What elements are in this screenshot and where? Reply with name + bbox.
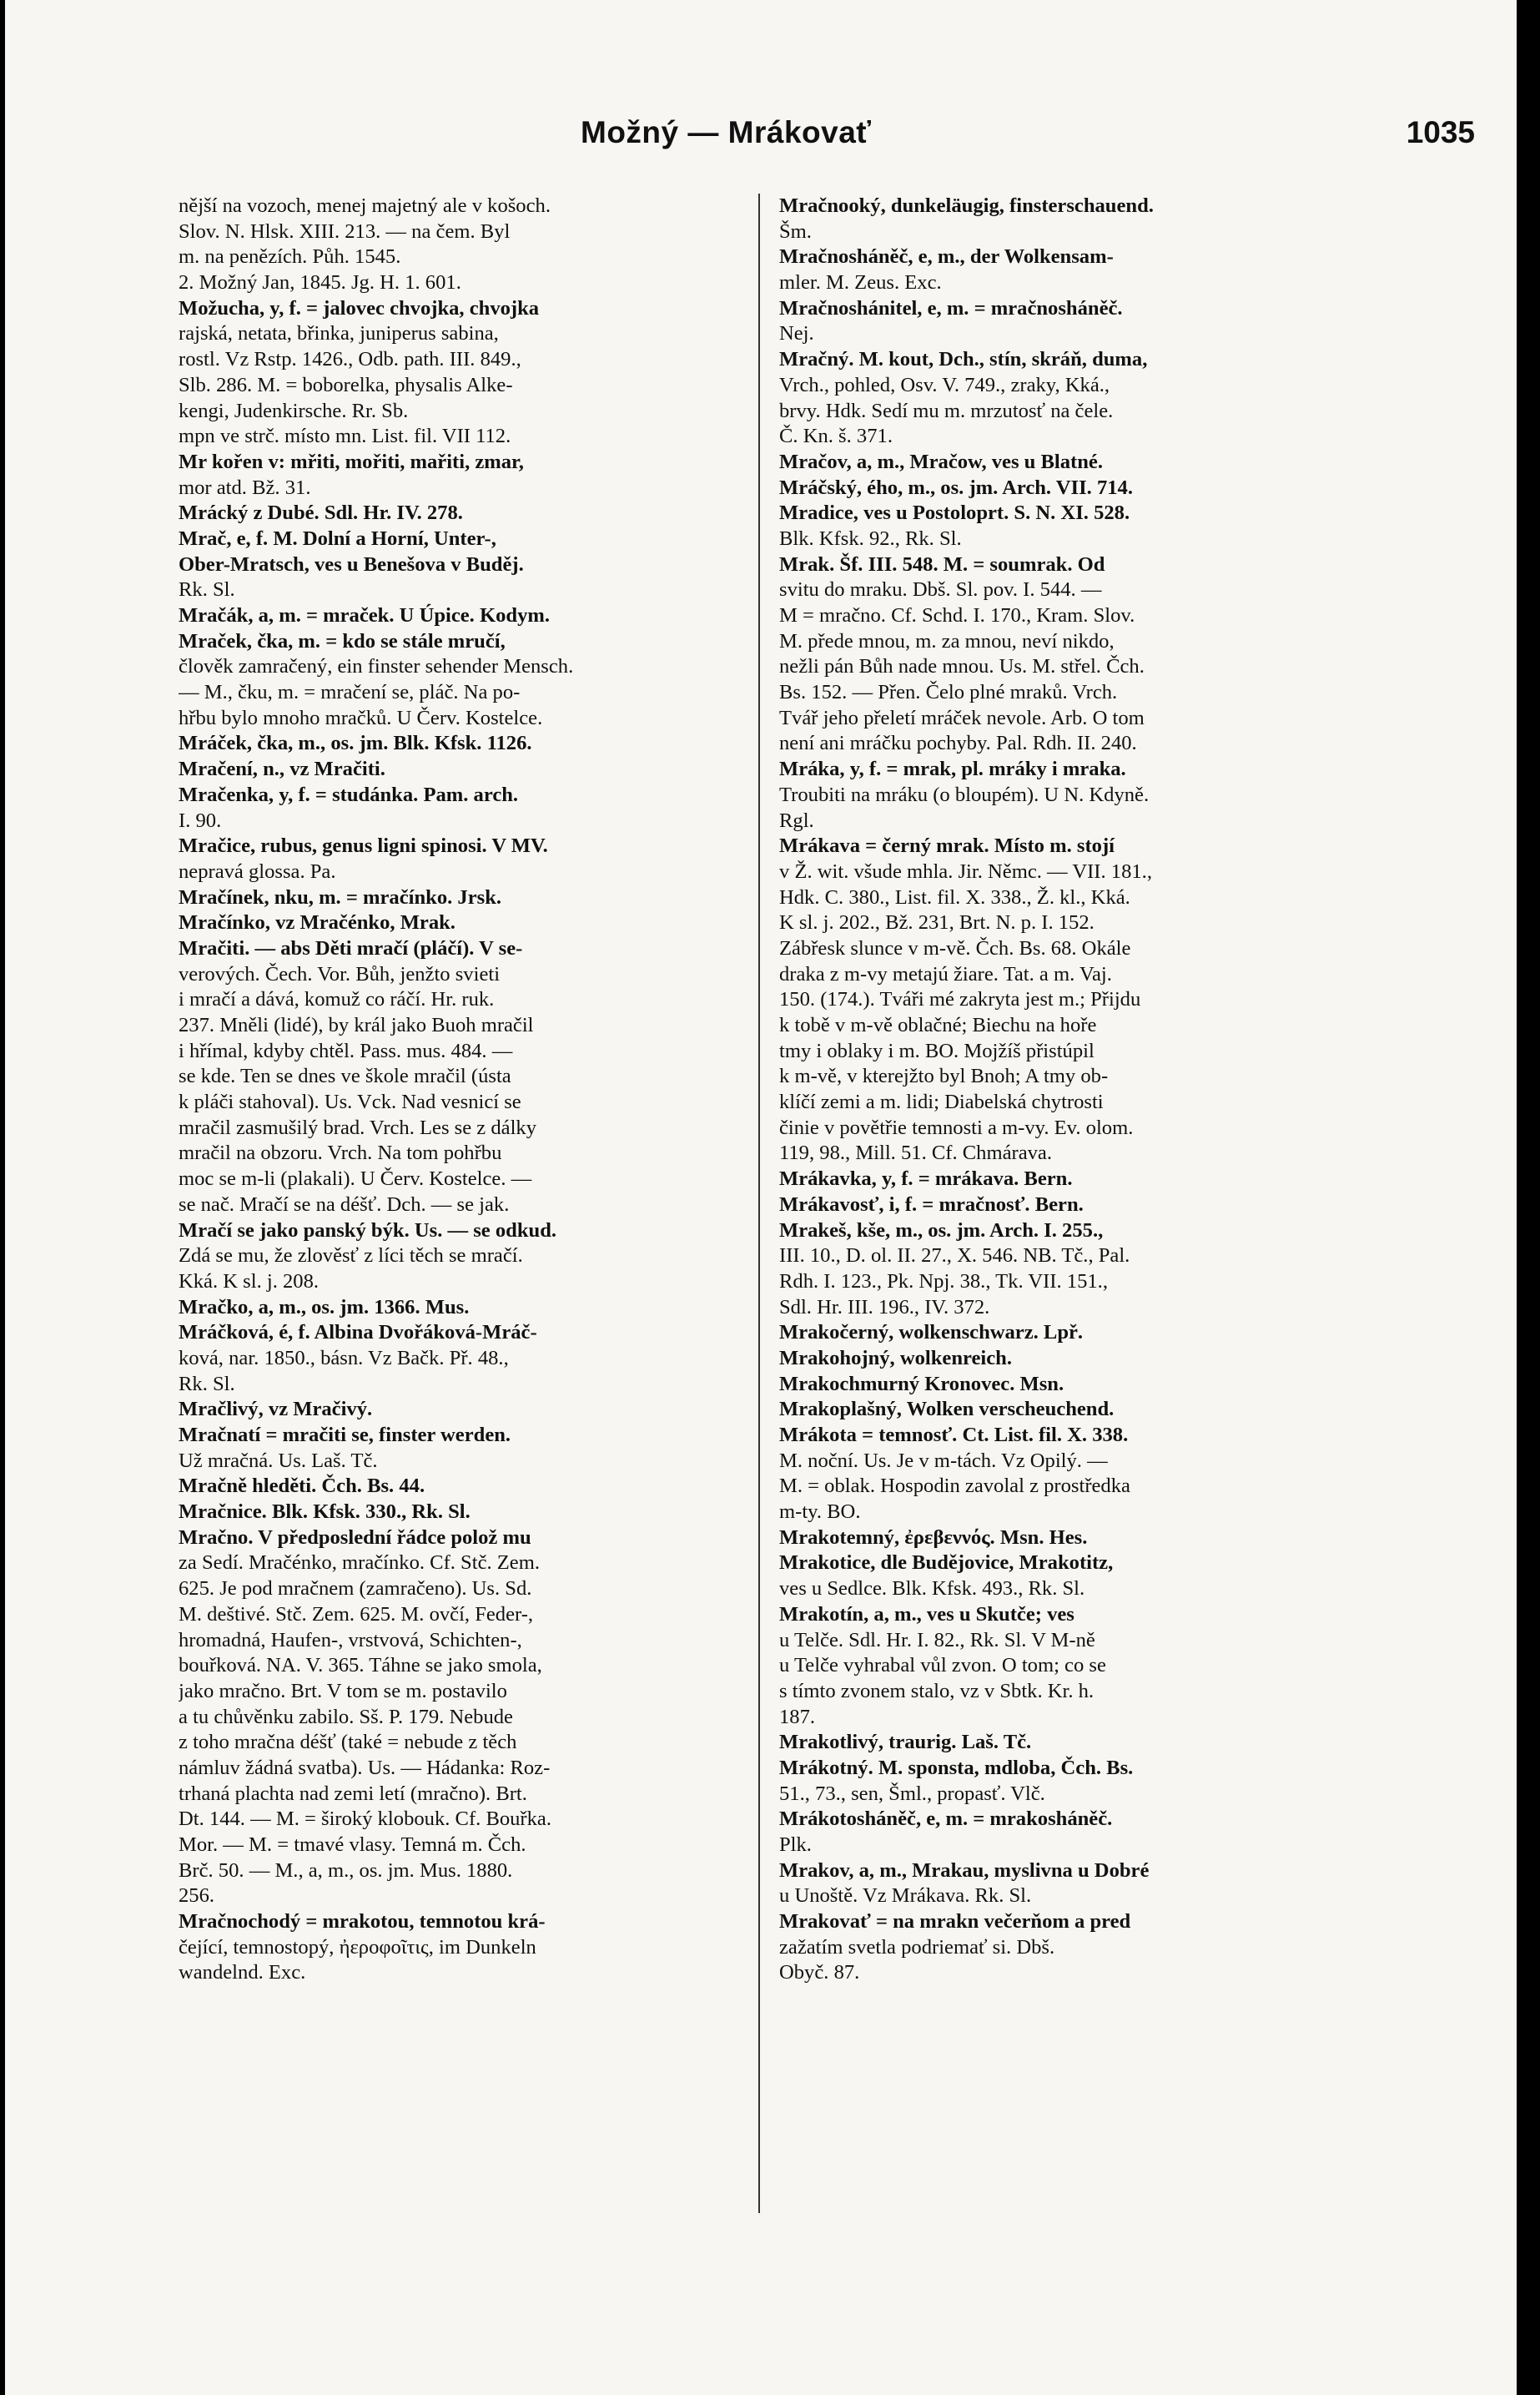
running-head: Možný — Mrákovať [581,115,872,149]
text-line: Mračínko, vz Mračénko, Mrak. [179,911,455,935]
text-line: svitu do mraku. Dbš. Sl. pov. I. 544. — [779,578,1102,602]
text-line: M. = oblak. Hospodin zavolal z prostředka [779,1475,1130,1498]
text-line: 119, 98., Mill. 51. Cf. Chmárava. [779,1142,1052,1165]
text-line: Mračnice. Blk. Kfsk. 330., Rk. Sl. [179,1500,471,1524]
text-line: Možucha, y, f. = jalovec chvojka, chvojka [179,296,540,320]
text-line: M. deštivé. Stč. Zem. 625. M. ovčí, Feder-, [179,1602,534,1626]
text-line: Mrákotosháněč, e, m. = mrakosháněč. [779,1808,1113,1831]
text-line: mračil na obzoru. Vrch. Na tom pohřbu [179,1142,502,1165]
text-line: Mrakoplašný, Wolken verscheuchend. [779,1398,1115,1421]
text-line: verových. Čech. Vor. Bůh, jenžto svieti [179,962,501,986]
text-line: Obyč. 87. [779,1961,860,1984]
text-line: Mrákavosť, i, f. = mračnosť. Bern. [779,1192,1084,1216]
text-line: I. 90. [179,809,222,832]
text-line: člověk zamračený, ein finster sehender Mensch. [179,655,574,678]
text-line: zažatím svetla podriemať si. Dbš. [779,1935,1055,1959]
text-line: Mračnosháněč, e, m., der Wolkensam- [779,245,1114,269]
page-number: 1035 [1406,115,1475,149]
text-line: Blk. Kfsk. 92., Rk. Sl. [779,527,962,550]
text-line: Mráka, y, f. = mrak, pl. mráky i mraka. [779,758,1126,781]
text-line: z toho mračna déšť (také = nebude z těch [179,1731,517,1754]
text-line: trhaná plachta nad zemi letí (mračno). Brt. [179,1782,527,1805]
text-line: Mrakeš, kše, m., os. jm. Arch. I. 255., [779,1218,1104,1242]
text-line: M. noční. Us. Je v m-tách. Vz Opilý. — [779,1449,1108,1472]
text-line: M. přede mnou, m. za mnou, neví nikdo, [779,629,1115,653]
text-line: Mračenka, y, f. = studánka. Pam. arch. [179,783,519,806]
text-line: Mračnochodý = mrakotou, temnotou krá- [179,1910,546,1934]
text-line: III. 10., D. ol. II. 27., X. 546. NB. Tč., Pal. [779,1244,1130,1268]
text-line: Mrakovať = na mrakn večerňom a pred [779,1910,1131,1934]
text-line: Dt. 144. — M. = široký klobouk. Cf. Bouřka. [179,1808,551,1831]
text-line: draka z m-vy metajú žiare. Tat. a m. Vaj. [779,962,1112,986]
text-line: Mrákota = temnosť. Ct. List. fil. X. 338. [779,1424,1129,1446]
text-line: klíčí zemi a m. lidi; Diabelská chytrosti [779,1091,1104,1114]
text-line: Rk. Sl. [179,1372,235,1395]
text-line: Mračí se jako panský býk. Us. — se odkud. [179,1218,557,1242]
text-line: Brč. 50. — M., a, m., os. jm. Mus. 1880. [179,1858,513,1882]
text-line: čející, temnostopý, ἠεροφοῖτις, im Dunkeln [179,1935,536,1959]
text-line: brvy. Hdk. Sedí mu m. mrzutosť na čele. [779,399,1114,422]
text-line: Mr kořen v: mřiti, mořiti, mařiti, zmar, [179,450,524,473]
text-line: Mračlivý, vz Mračivý. [179,1398,373,1421]
text-line: Mrakotlivý, traurig. Laš. Tč. [779,1731,1032,1754]
text-line: 256. [179,1884,215,1908]
text-line: Mráčský, ého, m., os. jm. Arch. VII. 714. [779,476,1134,499]
text-line: Mrač, e, f. M. Dolní a Horní, Unter-, [179,527,496,550]
text-line: Mrakotemný, ἐρεβεννός. Msn. Hes. [779,1525,1088,1549]
text-line: 51., 73., sen, Šml., propasť. Vlč. [779,1782,1045,1805]
text-line: Mrakochmurný Kronovec. Msn. [779,1372,1064,1395]
text-line: Mračně hleděti. Čch. Bs. 44. [179,1475,425,1498]
text-line: 2. Možný Jan, 1845. Jg. H. 1. 601. [179,271,461,295]
text-line: a tu chůvěnku zabilo. Sš. P. 179. Nebude [179,1705,513,1728]
text-line: tmy i oblaky i m. BO. Mojžíš přistúpil [779,1039,1095,1062]
text-line: 187. [779,1705,816,1728]
text-line: — M., čku, m. = mračení se, pláč. Na po- [179,681,521,704]
text-line: i mračí a dává, komuž co ráčí. Hr. ruk. [179,988,495,1011]
text-line: Mračení, n., vz Mračiti. [179,758,385,781]
text-line: Mračiti. — abs Děti mračí (pláčí). V se- [179,936,523,960]
text-line: ves u Sedlce. Blk. Kfsk. 493., Rk. Sl. [779,1577,1085,1601]
text-line: k tobě v m-vě oblačné; Biechu na hoře [779,1014,1097,1036]
text-line: mračil zasmušilý brad. Vrch. Les se z dálky [179,1116,537,1139]
text-line: Mradice, ves u Postoloprt. S. N. XI. 528. [779,502,1130,525]
text-line: kengi, Judenkirsche. Rr. Sb. [179,399,409,422]
text-line: nější na vozoch, menej majetný ale v košoch. [179,194,551,217]
text-line: Bs. 152. — Přen. Čelo plné mraků. Vrch. [779,681,1118,704]
text-line: Mrakotín, a, m., ves u Skutče; ves [779,1602,1074,1626]
text-line: hromadná, Haufen-, vrstvová, Schichten-, [179,1628,522,1651]
text-line: K sl. j. 202., Bž. 231, Brt. N. p. I. 152. [779,911,1095,935]
text-line: Mráčková, é, f. Albina Dvořáková-Mráč- [179,1321,537,1344]
column-divider [758,194,760,2213]
text-line: Mračice, rubus, genus ligni spinosi. V MV. [179,834,548,858]
text-line: 625. Je pod mračnem (zamračeno). Us. Sd. [179,1577,532,1601]
text-line: Mraček, čka, m. = kdo se stále mručí, [179,629,506,653]
text-line: i hřímal, kdyby chtěl. Pass. mus. 484. — [179,1039,513,1062]
text-line: Slov. N. Hlsk. XIII. 213. — na čem. Byl [179,219,511,243]
text-line: Tvář jeho přeletí mráček nevole. Arb. O tom [779,706,1145,729]
text-line: mor atd. Bž. 31. [179,476,311,499]
text-line: Mračnooký, dunkeläugig, finsterschauend. [779,194,1154,217]
text-line: Rgl. [779,809,814,832]
text-line: není ani mráčku pochyby. Pal. Rdh. II. 240. [779,732,1137,755]
text-line: Mrákotný. M. sponsta, mdloba, Čch. Bs. [779,1756,1134,1779]
text-line: moc se m-li (plakali). U Červ. Kostelce. — [179,1167,532,1191]
text-line: m-ty. BO. [779,1500,861,1524]
text-line: m. na penězích. Půh. 1545. [179,245,401,269]
text-line: Plk. [779,1833,812,1856]
text-line: Mrakov, a, m., Mrakau, myslivna u Dobré [779,1858,1150,1882]
text-line: Č. Kn. š. 371. [779,425,893,448]
text-line: k m-vě, v kterejžto byl Bnoh; A tmy ob- [779,1065,1109,1088]
text-line: Mračov, a, m., Mračow, ves u Blatné. [779,450,1103,473]
text-line: námluv žádná svatba). Us. — Hádanka: Roz- [179,1756,551,1779]
text-line: wandelnd. Exc. [179,1961,306,1984]
text-line: Hdk. C. 380., List. fil. X. 338., Ž. kl., Kká. [779,885,1130,909]
text-line: v Ž. wit. všude mhla. Jir. Němc. — VII. 181., [779,860,1152,883]
text-line: Šm. [779,219,812,243]
text-line: Troubiti na mráku (o bloupém). U N. Kdyně. [779,783,1150,806]
text-line: Rdh. I. 123., Pk. Npj. 38., Tk. VII. 151., [779,1269,1108,1293]
text-line: s tímto zvonem stalo, vz v Sbtk. Kr. h. [779,1679,1095,1702]
text-line: Mrákava = černý mrak. Místo m. stojí [779,834,1115,858]
text-line: nepravá glossa. Pa. [179,860,336,883]
text-line: Ober-Mratsch, ves u Benešova v Buděj. [179,552,524,576]
text-line: Mor. — M. = tmavé vlasy. Temná m. Čch. [179,1833,526,1856]
text-line: jako mračno. Brt. V tom se m. postavilo [179,1679,507,1702]
text-line: Mrakotice, dle Budějovice, Mrakotitz, [779,1551,1114,1575]
text-line: Mračák, a, m. = mraček. U Úpice. Kodym. [179,604,551,627]
text-line: Vrch., pohled, Osv. V. 749., zraky, Kká., [779,373,1110,396]
text-line: rajská, netata, břinka, juniperus sabina, [179,322,499,345]
text-line: mler. M. Zeus. Exc. [779,271,942,295]
text-line: Zdá se mu, že zlověsť z líci těch se mračí. [179,1244,523,1268]
text-line: Mračnoshánitel, e, m. = mračnosháněč. [779,296,1123,320]
text-line: činie v povětřie temnosti a m-vy. Ev. olom. [779,1116,1134,1139]
text-line: Kká. K sl. j. 208. [179,1269,320,1293]
page-header [581,115,1475,165]
text-line: rostl. Vz Rstp. 1426., Odb. path. III. 849., [179,348,521,371]
text-line: se kde. Ten se dnes ve škole mračil (ústa [179,1065,511,1088]
text-line: Rk. Sl. [179,578,235,602]
text-line: Mrak. Šf. III. 548. M. = soumrak. Od [779,552,1105,576]
dictionary-page [5,0,1517,2395]
right-column [779,194,1334,1986]
text-line: Mrákavka, y, f. = mrákava. Bern. [779,1167,1073,1191]
text-line: Mrakočerný, wolkenschwarz. Lpř. [779,1321,1084,1344]
text-line: Nej. [779,322,814,345]
text-line: 150. (174.). Tváři mé zakryta jest m.; Přijdu [779,988,1141,1011]
text-line: Mráček, čka, m., os. jm. Blk. Kfsk. 1126. [179,732,532,755]
text-line: nežli pán Bůh nade mnou. Us. M. střel. Čch. [779,655,1145,678]
text-line: u Unoště. Vz Mrákava. Rk. Sl. [779,1884,1032,1908]
text-line: ková, nar. 1850., básn. Vz Bačk. Př. 48., [179,1346,509,1369]
text-line: Mračínek, nku, m. = mračínko. Jrsk. [179,885,502,909]
text-line: Sdl. Hr. III. 196., IV. 372. [779,1295,990,1319]
text-line: Mračný. M. kout, Dch., stín, skráň, duma, [779,348,1148,371]
text-line: Už mračná. Us. Laš. Tč. [179,1449,378,1472]
text-line: u Telče. Sdl. Hr. I. 82., Rk. Sl. V M-ně [779,1628,1095,1651]
text-line: Zábřesk slunce v m-vě. Čch. Bs. 68. Okále [779,936,1131,960]
text-line: Mrácký z Dubé. Sdl. Hr. IV. 278. [179,502,463,525]
text-line: Mračko, a, m., os. jm. 1366. Mus. [179,1295,470,1319]
text-line: za Sedí. Mračénko, mračínko. Cf. Stč. Zem. [179,1551,540,1575]
text-line: M = mračno. Cf. Schd. I. 170., Kram. Slov. [779,604,1135,627]
text-line: bouřková. NA. V. 365. Táhne se jako smola, [179,1654,542,1677]
text-line: k pláči stahoval). Us. Vck. Nad vesnicí se [179,1091,521,1114]
text-line: 237. Mněli (lidé), by král jako Buoh mračil [179,1014,534,1036]
text-line: Mračnatí = mračiti se, finster werden. [179,1424,511,1446]
text-line: se nač. Mračí se na déšť. Dch. — se jak. [179,1192,510,1216]
text-line: hřbu bylo mnoho mračků. U Červ. Kostelce. [179,706,543,729]
text-line: Slb. 286. M. = boborelka, physalis Alke- [179,373,513,396]
left-column [179,194,733,1986]
text-line: Mrakohojný, wolkenreich. [779,1346,1012,1369]
text-line: Mračno. V předposlední řádce polož mu [179,1525,531,1549]
text-line: u Telče vyhrabal vůl zvon. O tom; co se [779,1654,1106,1677]
text-line: mpn ve strč. místo mn. List. fil. VII 112. [179,425,511,448]
